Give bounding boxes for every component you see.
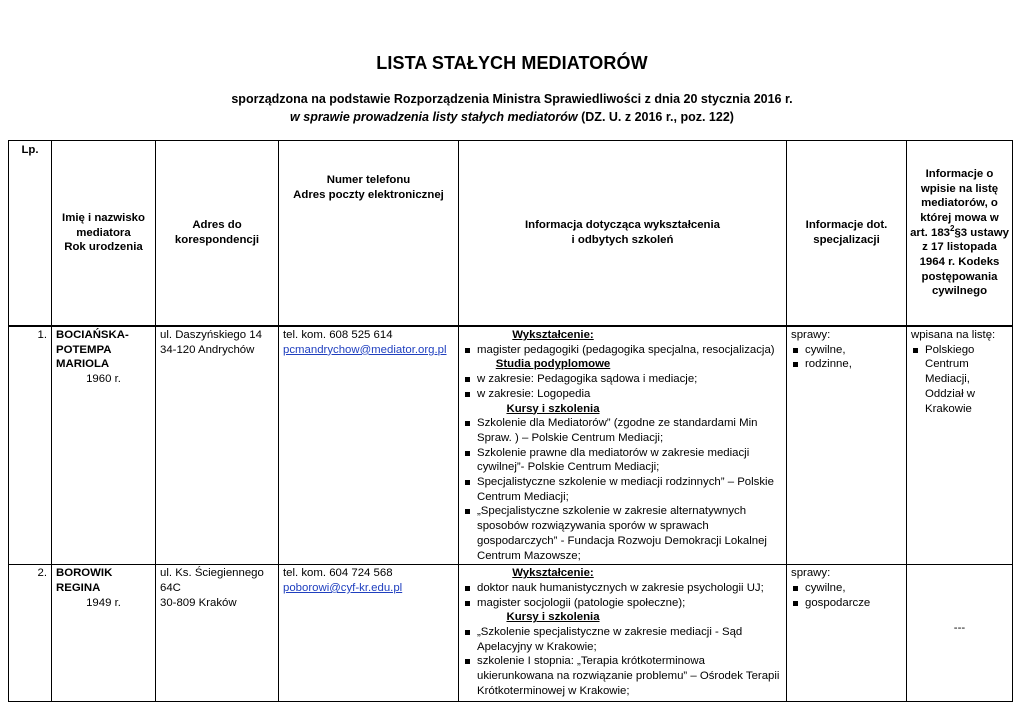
phone-number: tel. kom. 608 525 614 bbox=[283, 329, 393, 341]
list-item: magister socjologii (patologie społeczne); bbox=[463, 596, 782, 611]
birth-year: 1949 r. bbox=[86, 596, 121, 609]
list-item: Szkolenie dla Mediatorów” (zgodne ze standardami Min Spraw. ) – Polskie Centrum Mediacji; bbox=[463, 416, 782, 445]
list-item: „Specjalistyczne szkolenie w zakresie alternatywnych sposobów rozwiązywania sporów w sprawach gospodarczych” - Fundacja Rozwoju Demokracji Lokalnej Centrum Mazowsze; bbox=[463, 504, 782, 563]
subtitle-line-1: sporządzona na podstawie Rozporządzenia Ministra Sprawiedliwości z dnia 20 stycznia 2016 r. bbox=[231, 92, 793, 106]
list-item: doktor nauk humanistycznych w zakresie psychologii UJ; bbox=[463, 581, 782, 596]
list-item: w zakresie: Pedagogika sądowa i mediacje; bbox=[463, 372, 782, 387]
col-header-contact: Numer telefonu Adres poczty elektronicznej bbox=[279, 141, 459, 327]
col-header-name: Imię i nazwisko mediatora Rok urodzenia bbox=[52, 141, 156, 327]
mediator-name: BOROWIK REGINA bbox=[56, 567, 113, 594]
mediator-name-cell bbox=[52, 565, 156, 702]
phone-number: tel. kom. 604 724 568 bbox=[283, 567, 393, 580]
mediators-table bbox=[8, 140, 1013, 702]
table-row bbox=[9, 565, 1013, 702]
specialization-cell: sprawy: cywilne, gospodarcze bbox=[787, 565, 907, 702]
table-row bbox=[9, 326, 1013, 565]
list-item: magister pedagogiki (pedagogika specjalna, resocjalizacja) bbox=[463, 343, 782, 358]
address-cell: ul. Daszyńskiego 14 34-120 Andrychów bbox=[156, 326, 279, 565]
list-item: Specjalistyczne szkolenie w mediacji rodzinnych” – Polskie Centrum Mediacji; bbox=[463, 475, 782, 504]
list-item: Szkolenie prawne dla mediatorów w zakresie mediacji cywilnej”- Polskie Centrum Mediacji; bbox=[463, 446, 782, 475]
registry-info-cell bbox=[907, 565, 1013, 702]
birth-year: 1960 r. bbox=[86, 373, 121, 386]
col-header-registry-info: Informacje o wpisie na listę mediatorów, o której mowa w art. $183^2\S 3$ ustawy z 17 listopada 1964 r. Kodeks postępowania cywilnego bbox=[907, 141, 1013, 327]
subtitle-rest: (DZ. U. z 2016 r., poz. 122) bbox=[577, 110, 734, 124]
email-link[interactable]: pcmandrychow@mediator.org.pl bbox=[283, 343, 447, 356]
list-item: w zakresie: Logopedia bbox=[463, 387, 782, 402]
no-entry-dash: --- bbox=[953, 622, 966, 635]
list-item: rodzinne, bbox=[791, 357, 902, 372]
address-cell: ul. Ks. Ściegiennego 64C 30-809 Kraków bbox=[156, 565, 279, 702]
col-header-address: Adres do korespondencji bbox=[156, 141, 279, 327]
registry-info-cell: wpisana na listę: Polskiego Centrum Mediacji, Oddział w Krakowie bbox=[907, 326, 1013, 565]
list-item: „Szkolenie specjalistyczne w zakresie mediacji - Sąd Apelacyjny w Krakowie; bbox=[463, 625, 782, 654]
row-number: 2. bbox=[9, 565, 52, 702]
contact-cell bbox=[279, 565, 459, 702]
col-header-lp: Lp. bbox=[9, 141, 52, 327]
list-item: cywilne, bbox=[791, 343, 902, 358]
contact-cell bbox=[279, 326, 459, 565]
col-header-specialization: Informacje dot. specjalizacji bbox=[787, 141, 907, 327]
col-header-education: Informacja dotycząca wykształcenia i odbytych szkoleń bbox=[459, 141, 787, 327]
education-cell: Wykształcenie: magister pedagogiki (pedagogika specjalna, resocjalizacja) Studia podyplomowe w zakresie: Pedagogika sądowa i mediacje; w zakresie: Logopedia Kursy i szkolenia Szkolenie dla Mediatorów” (zgodne ze standardami Min Spraw. ) – Polskie Centrum Mediacji; Szkolenie prawne dla mediatorów w zakresie mediacji cywilnej”- Polskie Centrum Mediacji; Specjalistyczne szkolenie w mediacji rodzinnych” – Polskie Centrum Mediacji; „Specjalistyczne szkolenie w zakresie alternatywnych sposobów rozwiązywania sporów w sprawach gospodarczych” - Fundacja Rozwoju Demokracji Lokalnej Centrum Mazowsze; bbox=[459, 326, 787, 565]
list-item: szkolenie I stopnia: „Terapia krótkoterminowa ukierunkowana na rozwiązanie problemu” – Ośrodek Terapii Krótkoterminowej w Krakowie; bbox=[463, 654, 782, 698]
specialization-cell: sprawy: cywilne, rodzinne, bbox=[787, 326, 907, 565]
list-item: cywilne, bbox=[791, 581, 902, 596]
mediator-name: BOCIAŃSKA-POTEMPA MARIOLA bbox=[56, 329, 129, 371]
education-cell: Wykształcenie: doktor nauk humanistycznych w zakresie psychologii UJ; magister socjologii (patologie społeczne); Kursy i szkolenia „Szkolenie specjalistyczne w zakresie mediacji - Sąd Apelacyjny w Krakowie; szkolenie I stopnia: „Terapia krótkoterminowa ukierunkowana na rozwiązanie problemu” – Ośrodek Terapii Krótkoterminowej w Krakowie; bbox=[459, 565, 787, 702]
mediator-name-cell bbox=[52, 326, 156, 565]
subtitle-italic: w sprawie prowadzenia listy stałych mediatorów bbox=[290, 110, 578, 124]
email-link[interactable]: poborowi@cyf-kr.edu.pl bbox=[283, 581, 403, 594]
row-number: 1. bbox=[9, 326, 52, 565]
subtitle-line-2 bbox=[0, 110, 1024, 124]
page-title: LISTA STAŁYCH MEDIATORÓW bbox=[376, 53, 648, 73]
list-item: Polskiego Centrum Mediacji, Oddział w Krakowie bbox=[911, 343, 1008, 417]
list-item: gospodarcze bbox=[791, 596, 902, 611]
table-header-row bbox=[9, 141, 1013, 327]
